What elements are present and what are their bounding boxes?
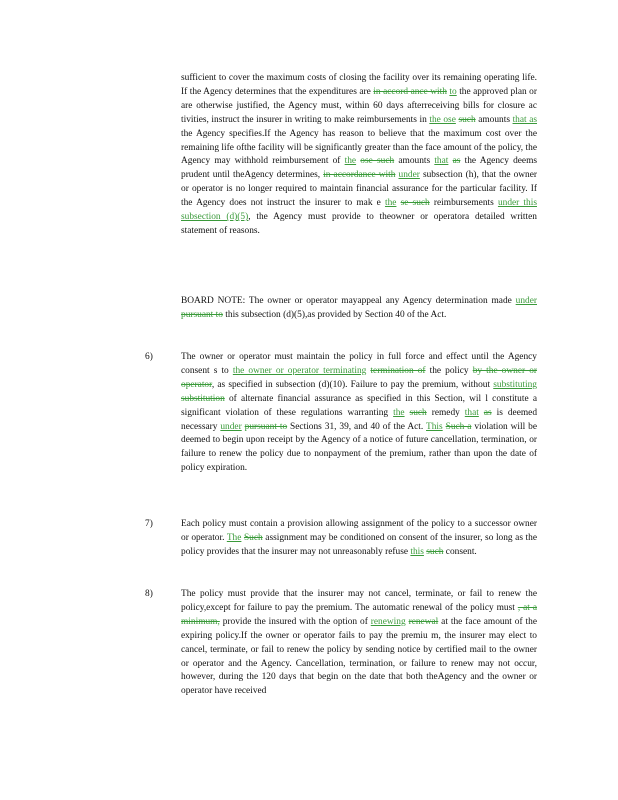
inserted-text: renewing [370, 616, 406, 627]
board-note [181, 295, 537, 323]
item-8-text [181, 588, 537, 699]
body-text: reimbursements [429, 198, 498, 209]
item-6 [181, 351, 537, 476]
item-8 [181, 588, 537, 699]
item-7 [181, 518, 537, 560]
body-text: assignment may be conditioned on consent of the insurer, so long as the policy provides that the insurer may not unreasonably refuse [181, 532, 537, 557]
deleted-text: , at a minimum, [181, 602, 537, 627]
deleted-text: in accordance with [323, 170, 396, 181]
body-text: subsection (h), that the owner or operator is no longer required to maintain financial assurance for the particular facility. If the Agency does not instruct the insurer to mak e [181, 170, 537, 209]
body-text: , the Agency must provide to theowner or operatora detailed written statement of reasons. [181, 212, 537, 236]
inserted-text: the ose [429, 114, 456, 125]
inserted-text: substituting [493, 379, 537, 390]
deleted-text: such [409, 407, 427, 418]
reimbursement-paragraph [181, 72, 537, 239]
deleted-text: pursuant to [244, 421, 288, 432]
inserted-text: the [393, 407, 405, 418]
inserted-text: this [410, 546, 424, 557]
inserted-text: This [426, 421, 443, 432]
deleted-text: such [458, 114, 476, 125]
body-text: the policy [425, 365, 473, 376]
body-text: the Agency deems prudent until theAgency determines, [181, 156, 538, 181]
inserted-text: under this subsection (d)(5) [181, 198, 537, 223]
inserted-text: the owner or operator terminating [232, 365, 367, 376]
deleted-text: Such [243, 532, 263, 543]
body-text: is deemed necessary [181, 407, 538, 432]
body-text: amounts [475, 114, 513, 125]
body-text: The policy must provide that the insurer may not cancel, terminate, or fail to renew the policy,except for failure to pay the premium. The automatic renewal of the policy must [181, 589, 537, 613]
board-note-text [181, 295, 537, 323]
body-text: at the face amount of the expiring policy.If the owner or operator fails to pay the premiu m, the insurer may elect to cancel, terminate, or fail to renew the policy by sending notice by certified mail to the owner or operator and the Agency. Cancellation, termination, or failure to renew may not occur, however, during the 120 days that begin on the date that both theAgency and the owner or operator have received [181, 616, 537, 697]
body-text: violation will be deemed to begin upon receipt by the Agency of a notice of future cancellation, termination, or failure to renew the policy due to nonpayment of the premium, rather than upon the date of policy expiration. [181, 421, 537, 474]
body-text: Each policy must contain a provision allowing assignment of the policy to a successor owner or operator. [181, 519, 537, 543]
body-text: remedy [426, 407, 465, 418]
body-text: amounts [394, 156, 435, 167]
deleted-text: se such [400, 198, 430, 209]
inserted-text: that as [512, 114, 538, 125]
inserted-text: the [344, 156, 357, 167]
item-7-text [181, 518, 537, 560]
body-text: consent. [443, 546, 477, 557]
item-number-8: 8) [145, 589, 153, 599]
body-text: , as specified in subsection (d)(10). Failure to pay the premium, without [211, 379, 494, 390]
deleted-text: as [452, 156, 461, 167]
inserted-text: that [464, 407, 479, 418]
body-text: BOARD NOTE: The owner or operator mayappeal any Agency determination made [181, 296, 516, 306]
inserted-text: under [398, 170, 420, 181]
deleted-text: as [483, 407, 492, 418]
inserted-text: under [220, 421, 242, 432]
inserted-text: under [515, 296, 537, 306]
body-text: The owner or operator must maintain the policy in full force and effect until the Agency consent s to [181, 352, 537, 376]
inserted-text: The [226, 532, 242, 543]
body-text: the Agency specifies.If the Agency has reason to believe that the maximum cost over the remaining life ofthe facility will be significantly greater than the face amount of the policy, the Agency may withhold reimbursement of [181, 128, 537, 167]
inserted-text: to [449, 86, 457, 97]
deleted-text: Such a [445, 421, 472, 432]
body-text: the approved plan or are otherwise justified, the Agency must, within 60 days afterreceiving bills for closure ac tivities, instruct the insurer in writing to make reimbursements in [181, 86, 537, 125]
deleted-text: in accord ance with [373, 86, 447, 97]
deleted-text: ose such [360, 156, 395, 167]
deleted-text: renewal [408, 616, 439, 627]
deleted-text: pursuant to [181, 309, 223, 320]
deleted-text: termination of [370, 365, 426, 376]
body-text: provide the insured with the option of [219, 616, 371, 627]
body-text: of alternate financial assurance as specified in this Section, wil l constitute a significant violation of these regulations warranting [181, 393, 537, 418]
body-text: this subsection (d)(5),as provided by Section 40 of the Act. [222, 309, 447, 320]
item-number-6: 6) [145, 352, 153, 362]
body-text: Sections 31, 39, and 40 of the Act. [287, 421, 427, 432]
inserted-text: that [434, 156, 449, 167]
body-text: sufficient to cover the maximum costs of closing the facility over its remaining operating life. If the Agency determines that the expenditures are [181, 73, 537, 97]
deleted-text: by the owner or operator [181, 365, 538, 390]
paragraph-continuation [181, 72, 537, 239]
deleted-text: such [426, 546, 444, 557]
item-6-text [181, 351, 537, 476]
deleted-text: substitution [181, 393, 225, 404]
inserted-text: the [384, 198, 397, 209]
item-number-7: 7) [145, 519, 153, 529]
